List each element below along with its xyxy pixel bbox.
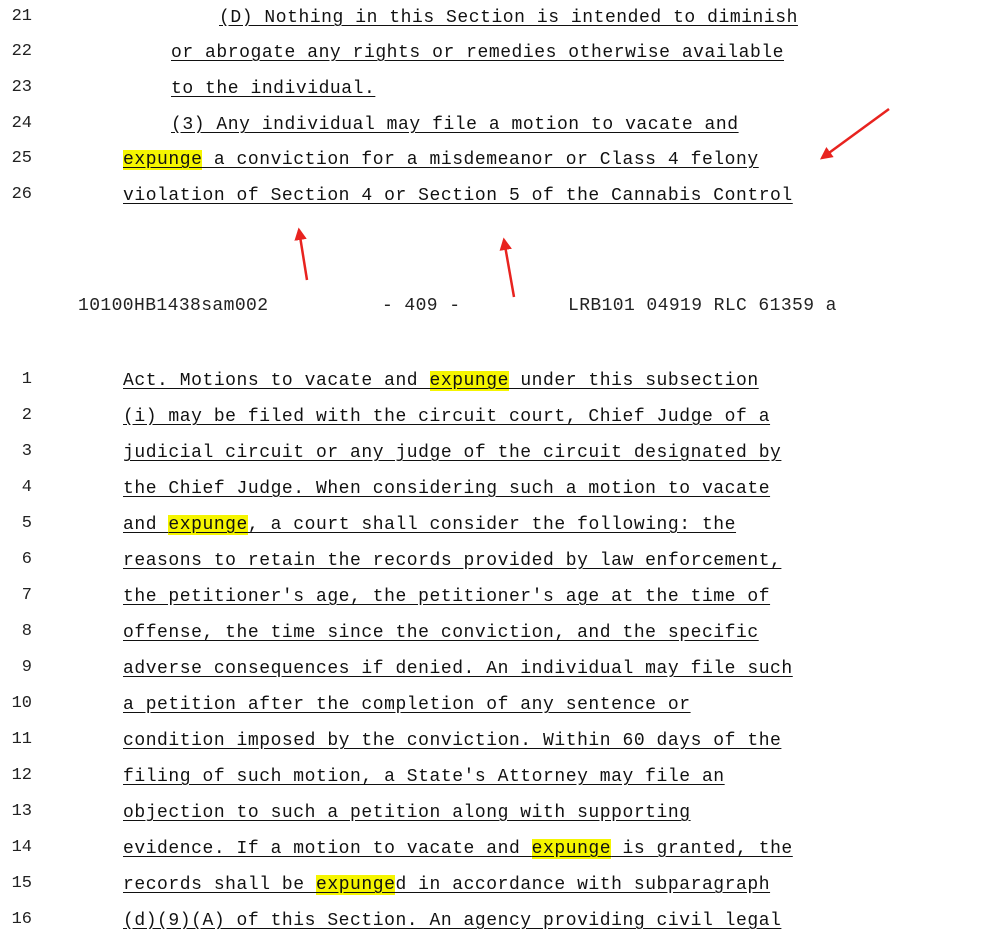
line-number: 9 <box>21 658 32 677</box>
statute-text-line <box>123 623 759 643</box>
text-segment: reasons to retain the records provided by law enforcement, <box>123 551 782 571</box>
statute-text-line <box>123 803 691 823</box>
text-segment: adverse consequences if denied. An individual may file such <box>123 659 793 679</box>
line-number: 7 <box>21 586 32 605</box>
text-segment: , a court shall consider the following: the <box>247 515 737 535</box>
line-number: 3 <box>21 442 32 461</box>
statute-text-line <box>123 407 770 427</box>
line-number: 1 <box>21 370 32 389</box>
text-segment: (d)(9)(A) of this Section. An agency providing civil legal <box>123 911 782 931</box>
text-segment: (i) may be filed with the circuit court, Chief Judge of a <box>123 407 771 427</box>
statute-text-line <box>123 695 691 715</box>
statute-text-line <box>171 79 375 99</box>
highlighted-term: expunge <box>531 839 612 859</box>
text-segment: condition imposed by the conviction. Within 60 days of the <box>123 731 782 751</box>
text-segment: to the individual. <box>171 79 376 99</box>
text-segment: is granted, the <box>611 839 793 859</box>
statute-text-line <box>123 443 781 463</box>
line-number: 16 <box>11 910 32 929</box>
statute-text-line <box>123 767 725 787</box>
line-number: 26 <box>11 185 32 204</box>
statute-text-line <box>123 839 793 859</box>
line-number: 4 <box>21 478 32 497</box>
red-arrow-icon <box>299 230 307 280</box>
line-number: 5 <box>21 514 32 533</box>
statute-text-line <box>123 659 793 679</box>
statute-text-line <box>171 43 784 63</box>
text-segment: offense, the time since the conviction, and the specific <box>123 623 759 643</box>
text-segment: (3) Any individual may file a motion to vacate and <box>171 115 739 135</box>
text-segment: violation of Section 4 or Section 5 of the Cannabis Control <box>123 186 793 206</box>
line-number: 24 <box>11 114 32 133</box>
line-number: 21 <box>11 7 32 26</box>
text-segment: and <box>123 515 169 535</box>
line-number: 2 <box>21 406 32 425</box>
line-number: 25 <box>11 149 32 168</box>
statute-text-line <box>123 875 770 895</box>
line-number: 10 <box>11 694 32 713</box>
statute-text-line <box>219 8 798 28</box>
statute-text-line <box>123 479 770 499</box>
statute-text-line <box>123 371 759 391</box>
text-segment: d in accordance with subparagraph <box>395 875 771 895</box>
statute-text-line <box>123 731 781 751</box>
line-number: 14 <box>11 838 32 857</box>
lrb-id: LRB101 04919 RLC 61359 a <box>568 296 837 316</box>
bill-id: 10100HB1438sam002 <box>78 296 269 316</box>
highlighted-term: expunge <box>123 150 203 170</box>
line-number: 8 <box>21 622 32 641</box>
line-number: 6 <box>21 550 32 569</box>
line-number: 13 <box>11 802 32 821</box>
statute-text-line <box>123 587 770 607</box>
statute-text-line <box>123 186 793 206</box>
statute-text-line <box>123 150 759 170</box>
text-segment: under this subsection <box>508 371 759 391</box>
line-number: 22 <box>11 42 32 61</box>
text-segment: a petition after the completion of any sentence or <box>123 695 691 715</box>
statute-text-line <box>123 551 781 571</box>
red-arrow-icon <box>822 109 889 158</box>
line-number: 23 <box>11 78 32 97</box>
line-number: 11 <box>11 730 32 749</box>
statute-text-line <box>171 115 739 135</box>
text-segment: objection to such a petition along with supporting <box>123 803 691 823</box>
text-segment: judicial circuit or any judge of the circuit designated by <box>123 443 782 463</box>
line-number: 15 <box>11 874 32 893</box>
line-number: 12 <box>11 766 32 785</box>
statute-text-line <box>123 515 736 535</box>
statute-text-line <box>123 911 781 931</box>
red-arrow-icon <box>504 240 514 297</box>
page-number: - 409 - <box>382 296 461 316</box>
text-segment: a conviction for a misdemeanor or Class 4 felony <box>202 150 759 170</box>
text-segment: records shall be <box>123 875 316 895</box>
text-segment: or abrogate any rights or remedies otherwise available <box>171 43 784 63</box>
text-segment: evidence. If a motion to vacate and <box>123 839 532 859</box>
text-segment: (D) Nothing in this Section is intended to diminish <box>219 8 798 28</box>
text-segment: the Chief Judge. When considering such a motion to vacate <box>123 479 771 499</box>
highlighted-term: expunge <box>429 371 509 391</box>
text-segment: the petitioner's age, the petitioner's age at the time of <box>123 587 771 607</box>
text-segment: Act. Motions to vacate and <box>123 371 430 391</box>
highlighted-term: expunge <box>315 875 396 895</box>
text-segment: filing of such motion, a State's Attorney may file an <box>123 767 725 787</box>
highlighted-term: expunge <box>168 515 248 535</box>
